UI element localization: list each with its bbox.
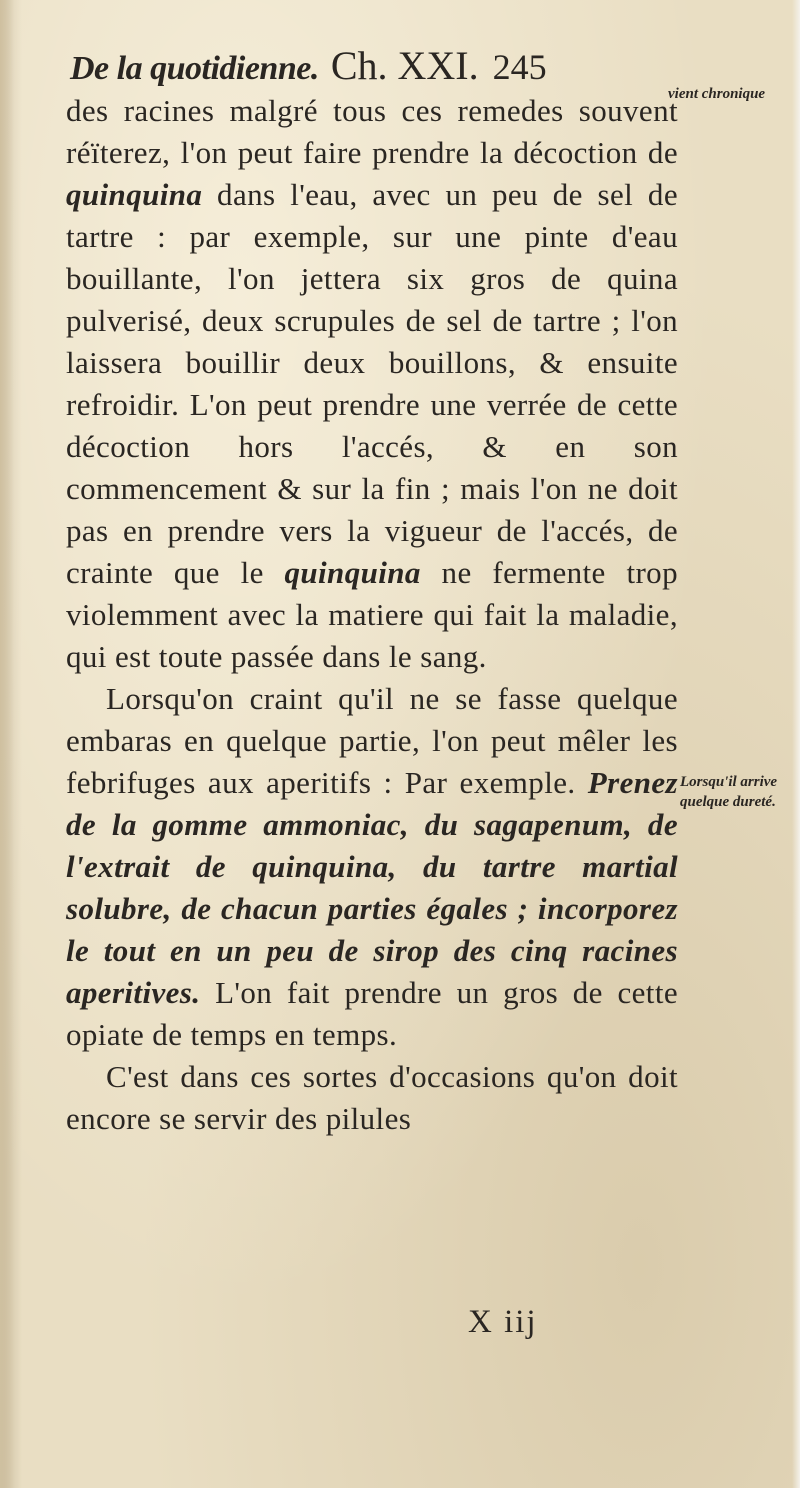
page-spine-shadow bbox=[0, 0, 14, 1488]
chapter-label: Ch. XXI. bbox=[330, 43, 479, 88]
paragraph-3 bbox=[66, 1056, 678, 1140]
running-title: De la quotidienne. bbox=[70, 50, 319, 87]
margin-note-2: Lorsqu'il arrive quelque dureté. bbox=[680, 774, 778, 810]
body-text bbox=[66, 90, 678, 1140]
page-number: 245 bbox=[492, 47, 547, 87]
paragraph-1-italic-b: quinquina bbox=[66, 177, 203, 212]
paragraph-1-text-a: des racines malgré tous ces remedes souvent réïterez, l'on peut faire prendre la décoction de bbox=[66, 93, 678, 170]
paragraph-1-italic-d: quinquina bbox=[284, 555, 421, 590]
paragraph-2-text-c: L'on fait prendre un gros de cette opiate de temps en temps. bbox=[66, 975, 678, 1052]
signature-mark: X iij bbox=[468, 1304, 538, 1340]
paragraph-1 bbox=[66, 90, 678, 678]
paragraph-2 bbox=[66, 678, 678, 1056]
margin-note-1: vient chronique bbox=[668, 86, 766, 102]
page-edge bbox=[792, 0, 800, 1488]
paragraph-1-text-c: dans l'eau, avec un peu de sel de tartre : par exemple, sur une pinte d'eau bouillante, l'on jettera six gros de quina pulverisé, deux scrupules de sel de tartre ; l'on laissera bouillir deux bouillons, & ensuite refroidir. L'on peut prendre une verrée de cette décoction hors l'accés, & en son commencement & sur la fin ; mais l'on ne doit pas en prendre vers la vigueur de l'accés, de crainte que le bbox=[66, 177, 678, 590]
paragraph-2-recipe: Prenez de la gomme ammoniac, du sagapenum, de l'extrait de quinquina, du tartre martial solubre, de chacun parties égales ; incorporez le tout en un peu de sirop des cinq racines aperitives. bbox=[66, 765, 678, 1010]
paragraph-2-text-a: Lorsqu'on craint qu'il ne se fasse quelque embaras en quelque partie, l'on peut mêler les febrifuges aux aperitifs : Par exemple. bbox=[66, 681, 678, 800]
paragraph-1-text-e: ne fermente trop violemment avec la matiere qui fait la maladie, qui est toute passée dans le sang. bbox=[66, 555, 678, 674]
paragraph-3-text-a: C'est dans ces sortes d'occasions qu'on doit encore se servir des pilules bbox=[66, 1059, 678, 1136]
